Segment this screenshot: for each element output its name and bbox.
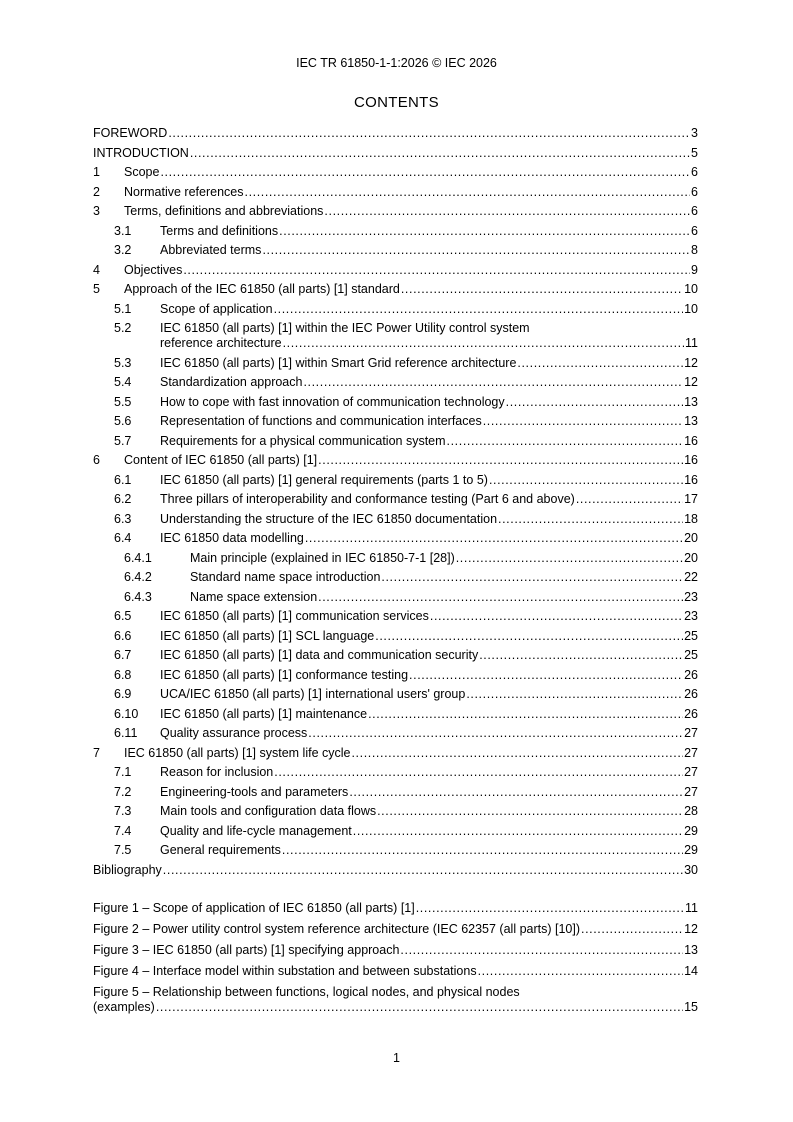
contents-title: CONTENTS <box>354 94 439 111</box>
toc-entry-text: IEC 61850 (all parts) [1] communication services <box>160 609 429 623</box>
toc-entry-text: Scope <box>124 165 160 179</box>
toc-entry-row <box>160 473 698 488</box>
figure-entry[interactable] <box>93 922 698 937</box>
toc-entry[interactable] <box>93 492 698 507</box>
toc-entry-number: 5.2 <box>114 321 132 335</box>
toc-entry-page: 16 <box>684 433 698 448</box>
toc-entry-row <box>124 165 698 180</box>
toc-entry[interactable] <box>93 609 698 624</box>
toc-entry[interactable] <box>93 165 698 180</box>
figure-entry-text: Figure 1 – Scope of application of IEC 61850 (all parts) [1] <box>93 901 415 915</box>
toc-entry-text-cont: reference architecture <box>160 336 282 350</box>
dot-leader <box>183 263 690 278</box>
toc-entry[interactable] <box>93 204 698 219</box>
toc-entry-text: Main principle (explained in IEC 61850-7-1 [28]) <box>190 550 455 565</box>
dot-leader <box>409 668 683 683</box>
toc-entry-row <box>160 531 698 546</box>
dot-leader <box>576 492 683 507</box>
table-of-contents <box>93 126 698 1021</box>
toc-entry-number: 5.1 <box>114 301 132 316</box>
toc-entry-text: Normative references <box>124 184 244 199</box>
dot-leader <box>498 512 683 527</box>
dot-leader <box>479 648 683 663</box>
toc-entry-page: 17 <box>684 492 698 506</box>
toc-entry-number: 6.1 <box>114 472 132 487</box>
toc-entry-page: 23 <box>684 589 698 604</box>
dot-leader <box>483 414 683 429</box>
figure-entry[interactable] <box>93 901 698 916</box>
toc-entry-page: 18 <box>684 511 698 526</box>
toc-entry[interactable] <box>93 629 698 644</box>
toc-entry[interactable] <box>93 453 698 468</box>
toc-entry[interactable] <box>93 434 698 449</box>
dot-leader <box>303 375 683 390</box>
dot-leader <box>377 804 683 819</box>
toc-entry-text: INTRODUCTION <box>93 145 189 160</box>
figure-entry[interactable] <box>93 985 698 1015</box>
toc-entry-text: General requirements <box>160 843 281 857</box>
toc-entry[interactable] <box>93 126 698 141</box>
toc-entry-number: 6.4.1 <box>124 550 152 565</box>
toc-entry-text: IEC 61850 (all parts) [1] within the IEC Power Utility control system <box>160 321 530 335</box>
toc-entry-row <box>93 126 698 141</box>
toc-entry[interactable] <box>93 746 698 761</box>
dot-leader <box>283 336 684 351</box>
toc-entry-number: 6.7 <box>114 648 132 662</box>
toc-entry-row <box>93 863 698 878</box>
toc-entry-row <box>160 668 698 683</box>
toc-entry-page: 25 <box>684 648 698 662</box>
toc-entry-page: 9 <box>691 262 698 277</box>
toc-entry-number: 1 <box>93 165 100 179</box>
toc-entry[interactable] <box>93 570 698 585</box>
page-number: 1 <box>393 1051 400 1065</box>
toc-entry-text: Quality and life-cycle management <box>160 823 352 838</box>
dot-leader <box>349 785 683 800</box>
toc-entry-row <box>190 590 698 605</box>
toc-entry-row <box>160 609 698 624</box>
toc-entry-row <box>160 243 698 258</box>
toc-entry[interactable] <box>93 473 698 488</box>
toc-entry-page: 30 <box>684 862 698 877</box>
toc-entry-page: 29 <box>684 823 698 838</box>
toc-entry-text: IEC 61850 (all parts) [1] within Smart Grid reference architecture <box>160 355 517 370</box>
dot-leader <box>160 165 690 180</box>
toc-entry-page: 6 <box>691 165 698 179</box>
toc-entry-page: 27 <box>684 765 698 779</box>
toc-entry[interactable] <box>93 590 698 605</box>
toc-entry-number: 6.4.2 <box>124 570 152 584</box>
toc-entry[interactable] <box>93 531 698 546</box>
toc-entry[interactable] <box>93 414 698 429</box>
toc-entry-row <box>160 765 698 780</box>
toc-entry-number: 6.11 <box>114 726 138 740</box>
toc-entry-text: Terms, definitions and abbreviations <box>124 204 324 218</box>
toc-entry-text: Terms and definitions <box>160 223 279 238</box>
toc-entry-number: 7.3 <box>114 804 132 818</box>
toc-entry-page: 22 <box>684 570 698 584</box>
toc-entry-number: 3.2 <box>114 243 132 257</box>
figure-entry-page: 15 <box>684 1000 698 1014</box>
toc-entry-number: 6.8 <box>114 667 132 682</box>
toc-entry-text: How to cope with fast innovation of communication technology <box>160 394 505 409</box>
toc-entry-row <box>160 687 698 702</box>
toc-entry-text: IEC 61850 (all parts) [1] general requirements (parts 1 to 5) <box>160 472 488 487</box>
toc-entry-row <box>93 146 698 161</box>
dot-leader <box>375 629 683 644</box>
figure-list <box>93 901 698 1015</box>
toc-entry-text: IEC 61850 data modelling <box>160 531 304 545</box>
toc-entry-row <box>124 282 698 297</box>
toc-entry-page: 23 <box>684 609 698 623</box>
figure-entry-text-cont: (examples) <box>93 1000 155 1014</box>
toc-entry-number: 5.7 <box>114 433 132 448</box>
dot-leader <box>245 185 691 200</box>
toc-entry-number: 5.6 <box>114 414 132 428</box>
toc-entry-row <box>160 629 698 644</box>
figure-entry-page: 11 <box>685 901 698 915</box>
toc-entry-page: 10 <box>684 282 698 296</box>
toc-entry-number: 7.5 <box>114 843 132 857</box>
toc-entry-row <box>160 395 698 410</box>
toc-entry[interactable] <box>93 224 698 239</box>
dot-leader <box>324 204 690 219</box>
toc-entry-row <box>160 375 698 390</box>
dot-leader <box>353 824 683 839</box>
toc-entry[interactable] <box>93 395 698 410</box>
toc-entry-row <box>160 512 698 527</box>
toc-entry-number: 5 <box>93 282 100 296</box>
toc-entry-text: Reason for inclusion <box>160 765 274 779</box>
dot-leader <box>381 570 683 585</box>
figure-entry-text: Figure 2 – Power utility control system reference architecture (IEC 62357 (all parts) [10]) <box>93 922 581 936</box>
dot-leader <box>279 224 690 239</box>
toc-entry-text: Representation of functions and communication interfaces <box>160 414 482 428</box>
toc-entry-text: IEC 61850 (all parts) [1] system life cycle <box>124 745 351 760</box>
dot-leader <box>430 609 683 624</box>
toc-entry-page: 12 <box>684 375 698 389</box>
toc-entry[interactable] <box>93 707 698 722</box>
toc-entry-text: FOREWORD <box>93 126 168 140</box>
toc-entry[interactable] <box>93 863 698 878</box>
toc-entry-row <box>160 414 698 429</box>
dot-leader <box>581 922 683 937</box>
toc-entry-row <box>124 453 698 468</box>
toc-entry-page: 8 <box>691 243 698 257</box>
dot-leader <box>456 551 683 566</box>
dot-leader <box>517 356 683 371</box>
toc-entry[interactable] <box>93 282 698 297</box>
dot-leader <box>156 1000 683 1015</box>
dot-leader <box>163 863 683 878</box>
toc-entry-text: Standardization approach <box>160 375 303 389</box>
dot-leader <box>190 146 690 161</box>
toc-entry-row <box>160 707 698 722</box>
toc-entry-text: Quality assurance process <box>160 726 308 740</box>
toc-entry-number: 7.2 <box>114 784 132 799</box>
dot-leader <box>318 590 683 605</box>
toc-entry-row <box>124 185 698 200</box>
dot-leader <box>416 901 684 916</box>
dot-leader <box>466 687 683 702</box>
toc-entry-number: 7.4 <box>114 823 132 838</box>
toc-entry[interactable] <box>93 243 698 258</box>
toc-entry-row <box>160 224 698 239</box>
toc-entry-number: 6.3 <box>114 511 132 526</box>
dot-leader <box>274 765 683 780</box>
toc-entry-number: 6.4 <box>114 531 132 545</box>
toc-entry-text: IEC 61850 (all parts) [1] data and communication security <box>160 648 479 662</box>
dot-leader <box>351 746 683 761</box>
dot-leader <box>305 531 683 546</box>
toc-entry-number: 3 <box>93 204 100 218</box>
toc-entry-page: 13 <box>684 414 698 428</box>
dot-leader <box>274 302 684 317</box>
toc-entry-number: 6.2 <box>114 492 132 506</box>
figure-entry-row <box>93 901 698 916</box>
toc-entry-page: 6 <box>691 204 698 218</box>
toc-entry-row <box>160 726 698 741</box>
toc-entry[interactable] <box>93 321 698 351</box>
toc-entry-text: Understanding the structure of the IEC 61850 documentation <box>160 511 498 526</box>
toc-entry-row <box>124 746 698 761</box>
toc-entry-text: IEC 61850 (all parts) [1] SCL language <box>160 628 375 643</box>
toc-entry[interactable] <box>93 146 698 161</box>
toc-entry-page: 26 <box>684 706 698 721</box>
toc-entry-page: 3 <box>691 126 698 140</box>
toc-entry[interactable] <box>93 185 698 200</box>
toc-entry-text: UCA/IEC 61850 (all parts) [1] international users' group <box>160 687 466 701</box>
figure-entry-page: 14 <box>684 964 698 978</box>
toc-entry-page: 6 <box>691 184 698 199</box>
toc-entry[interactable] <box>93 668 698 683</box>
toc-entry-number: 6.4.3 <box>124 589 152 604</box>
toc-entry-page: 27 <box>684 726 698 740</box>
toc-entry-row <box>160 824 698 839</box>
dot-leader <box>368 707 683 722</box>
toc-entry-page: 5 <box>691 145 698 160</box>
toc-entry-number: 2 <box>93 184 100 199</box>
toc-entry-text: Bibliography <box>93 862 162 877</box>
toc-entry[interactable] <box>93 302 698 317</box>
toc-list <box>93 126 698 878</box>
figure-entry-text: Figure 5 – Relationship between functions, logical nodes, and physical nodes <box>93 985 520 999</box>
toc-entry-number: 5.3 <box>114 355 132 370</box>
figure-entry-row <box>93 943 698 958</box>
toc-entry[interactable] <box>93 356 698 371</box>
toc-entry-row <box>190 551 698 566</box>
toc-entry-text: Scope of application <box>160 301 273 316</box>
toc-entry[interactable] <box>93 785 698 800</box>
figure-entry[interactable] <box>93 964 698 979</box>
toc-entry-number: 6.9 <box>114 687 132 701</box>
figure-entry-page: 12 <box>684 922 698 936</box>
figure-entry-row <box>93 922 698 937</box>
toc-entry-page: 25 <box>684 628 698 643</box>
toc-entry-row <box>160 785 698 800</box>
dot-leader <box>308 726 683 741</box>
toc-entry[interactable] <box>93 551 698 566</box>
toc-entry-row <box>160 434 698 449</box>
toc-entry-row <box>190 570 698 585</box>
toc-entry-row <box>124 204 698 219</box>
figure-entry-row <box>93 1000 698 1015</box>
toc-entry-row <box>124 263 698 278</box>
toc-entry[interactable] <box>93 263 698 278</box>
toc-entry[interactable] <box>93 375 698 390</box>
toc-entry-page: 26 <box>684 667 698 682</box>
toc-entry-page: 27 <box>684 784 698 799</box>
toc-entry-page: 29 <box>684 843 698 857</box>
toc-entry[interactable] <box>93 843 698 858</box>
toc-entry[interactable] <box>93 687 698 702</box>
toc-entry[interactable] <box>93 512 698 527</box>
dot-leader <box>478 964 684 979</box>
figure-entry-row <box>93 964 698 979</box>
toc-entry-number: 6 <box>93 453 100 467</box>
dot-leader <box>282 843 683 858</box>
toc-entry-text: Approach of the IEC 61850 (all parts) [1] standard <box>124 282 400 296</box>
toc-entry-text: Main tools and configuration data flows <box>160 804 377 818</box>
toc-entry-row <box>160 356 698 371</box>
toc-entry-number: 6.6 <box>114 628 132 643</box>
toc-entry-text: Engineering-tools and parameters <box>160 784 349 799</box>
toc-entry[interactable] <box>93 648 698 663</box>
dot-leader <box>506 395 683 410</box>
toc-entry-text: Name space extension <box>190 589 318 604</box>
figure-entry-page: 13 <box>684 943 698 957</box>
toc-entry-row <box>160 492 698 507</box>
toc-entry-page: 13 <box>684 394 698 409</box>
figure-entry[interactable] <box>93 943 698 958</box>
toc-entry[interactable] <box>93 824 698 839</box>
toc-entry-number: 7 <box>93 745 100 760</box>
figure-entry-text: Figure 4 – Interface model within substation and between substations <box>93 964 477 978</box>
toc-entry-number: 5.4 <box>114 375 132 389</box>
toc-entry-row <box>160 302 698 317</box>
toc-entry-text: Abbreviated terms <box>160 243 262 257</box>
toc-entry[interactable] <box>93 765 698 780</box>
toc-entry-page: 6 <box>691 223 698 238</box>
toc-entry-text: IEC 61850 (all parts) [1] maintenance <box>160 706 368 721</box>
toc-entry-text: IEC 61850 (all parts) [1] conformance testing <box>160 667 409 682</box>
toc-entry-number: 6.10 <box>114 706 139 721</box>
toc-entry-number: 6.5 <box>114 609 132 623</box>
toc-entry-text: Objectives <box>124 262 183 277</box>
toc-entry-page: 26 <box>684 687 698 701</box>
toc-entry-text: Content of IEC 61850 (all parts) [1] <box>124 453 318 467</box>
figure-entry-text: Figure 3 – IEC 61850 (all parts) [1] specifying approach <box>93 943 400 957</box>
toc-entry-number: 5.5 <box>114 394 132 409</box>
toc-entry-page: 20 <box>684 550 698 565</box>
dot-leader <box>262 243 690 258</box>
toc-entry-page: 20 <box>684 531 698 545</box>
toc-entry-page: 28 <box>684 804 698 818</box>
dot-leader <box>318 453 683 468</box>
toc-entry-page: 27 <box>684 745 698 760</box>
toc-entry-page: 11 <box>685 336 698 350</box>
toc-entry-text: Standard name space introduction <box>190 570 381 584</box>
toc-entry-row <box>160 804 698 819</box>
toc-entry-page: 10 <box>684 301 698 316</box>
toc-entry-number: 3.1 <box>114 223 132 238</box>
toc-entry-page: 16 <box>684 453 698 467</box>
toc-entry-text: Requirements for a physical communication system <box>160 433 446 448</box>
dot-leader <box>400 943 683 958</box>
toc-entry-row <box>160 648 698 663</box>
page-header: IEC TR 61850-1-1:2026 © IEC 2026 <box>296 56 497 70</box>
dot-leader <box>447 434 684 449</box>
toc-entry-page: 12 <box>684 355 698 370</box>
toc-entry-text: Three pillars of interoperability and conformance testing (Part 6 and above) <box>160 492 575 506</box>
toc-entry[interactable] <box>93 726 698 741</box>
toc-entry-row <box>160 843 698 858</box>
toc-entry-number: 7.1 <box>114 765 132 779</box>
dot-leader <box>401 282 683 297</box>
dot-leader <box>168 126 690 141</box>
toc-entry[interactable] <box>93 804 698 819</box>
dot-leader <box>489 473 683 488</box>
toc-entry-row <box>160 336 698 351</box>
toc-entry-number: 4 <box>93 262 100 277</box>
toc-entry-page: 16 <box>684 472 698 487</box>
